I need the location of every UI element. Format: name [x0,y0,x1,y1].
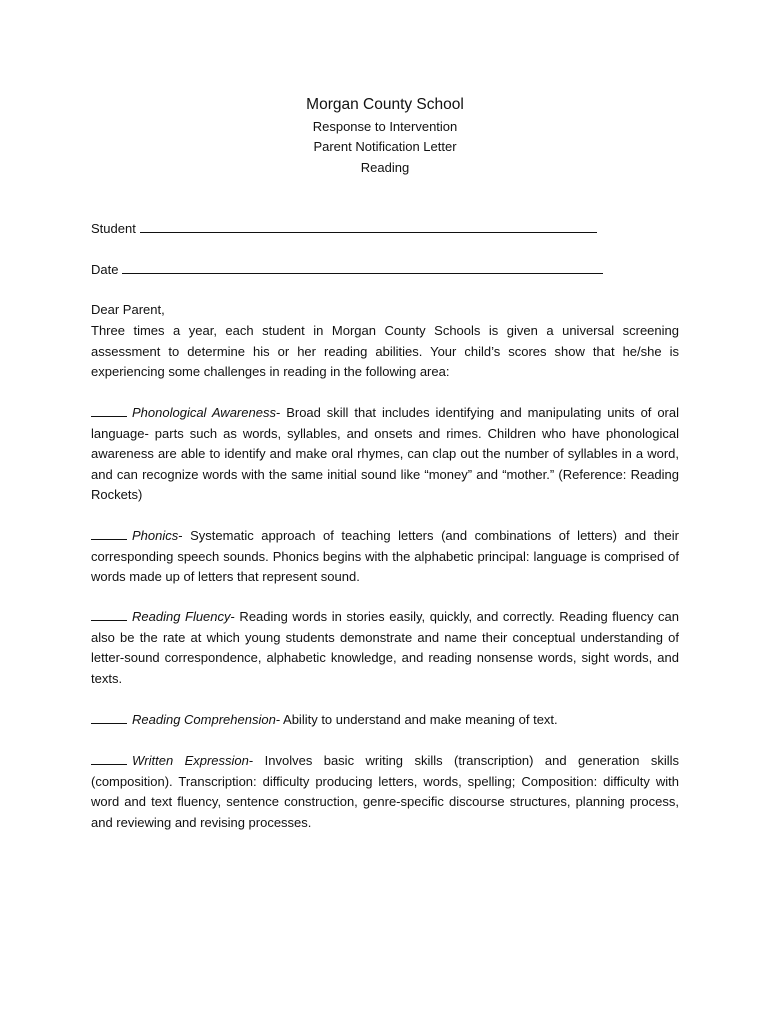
area-description: - Systematic approach of teaching letters (and combinations of letters) and their corresponding speech sounds. Phonics begins with the alphabetic principal: language is comprised of words made up of letters that represent sound. [91,528,679,584]
area-written-expression [91,751,679,833]
student-field [91,220,597,236]
student-label: Student [91,221,136,236]
date-blank-line[interactable] [122,261,603,274]
checkbox-blank[interactable] [91,712,127,724]
checkbox-blank[interactable] [91,753,127,765]
area-term: Phonics [132,528,179,543]
area-phonological-awareness [91,403,679,506]
intro-paragraph: Three times a year, each student in Morgan County Schools is given a universal screening assessment to determine his or her reading abilities. Your child’s scores show that he/she is experiencing some challenges in reading in the following area: [91,323,679,379]
checkbox-blank[interactable] [91,609,127,621]
header-subtitle-rti: Response to Intervention [312,119,458,134]
date-label: Date [91,262,119,277]
header-subtitle-letter: Parent Notification Letter [313,139,457,154]
area-term: Reading Fluency [132,609,231,624]
area-term: Phonological Awareness [132,405,276,420]
area-term: Reading Comprehension [132,712,276,727]
area-description: - Involves basic writing skills (transcription) and generation skills (composition). Transcription: difficulty producing letters, words, spelling; Composition: difficulty with word and text fluency, sentence construction, genre-specific discourse structures, planning process, and reviewing and revising processes. [91,753,679,830]
area-reading-fluency [91,607,679,689]
student-blank-line[interactable] [140,220,597,233]
area-term: Written Expression [132,753,249,768]
date-field [91,261,603,277]
salutation: Dear Parent, [91,302,165,317]
school-name: Morgan County School [306,96,464,113]
area-description: - Reading words in stories easily, quickly, and correctly. Reading fluency can also be the rate at which young students demonstrate and name their conceptual understanding of letter-sound correspondence, alphabetic knowledge, and reading nonsense words, sight words, and texts. [91,609,679,686]
checkbox-blank[interactable] [91,405,127,417]
header-subtitle-subject: Reading [360,160,410,175]
area-reading-comprehension [91,710,679,731]
checkbox-blank[interactable] [91,528,127,540]
area-description: - Broad skill that includes identifying and manipulating units of oral language- parts such as words, syllables, and onsets and rimes. Children who have phonological awareness are able to identify and make oral rhymes, can clap out the number of syllables in a word, and can recognize words with the same initial sound like “money” and “mother.” (Reference: Reading Rockets) [91,405,679,502]
area-phonics [91,526,679,588]
area-description: - Ability to understand and make meaning of text. [275,712,558,727]
